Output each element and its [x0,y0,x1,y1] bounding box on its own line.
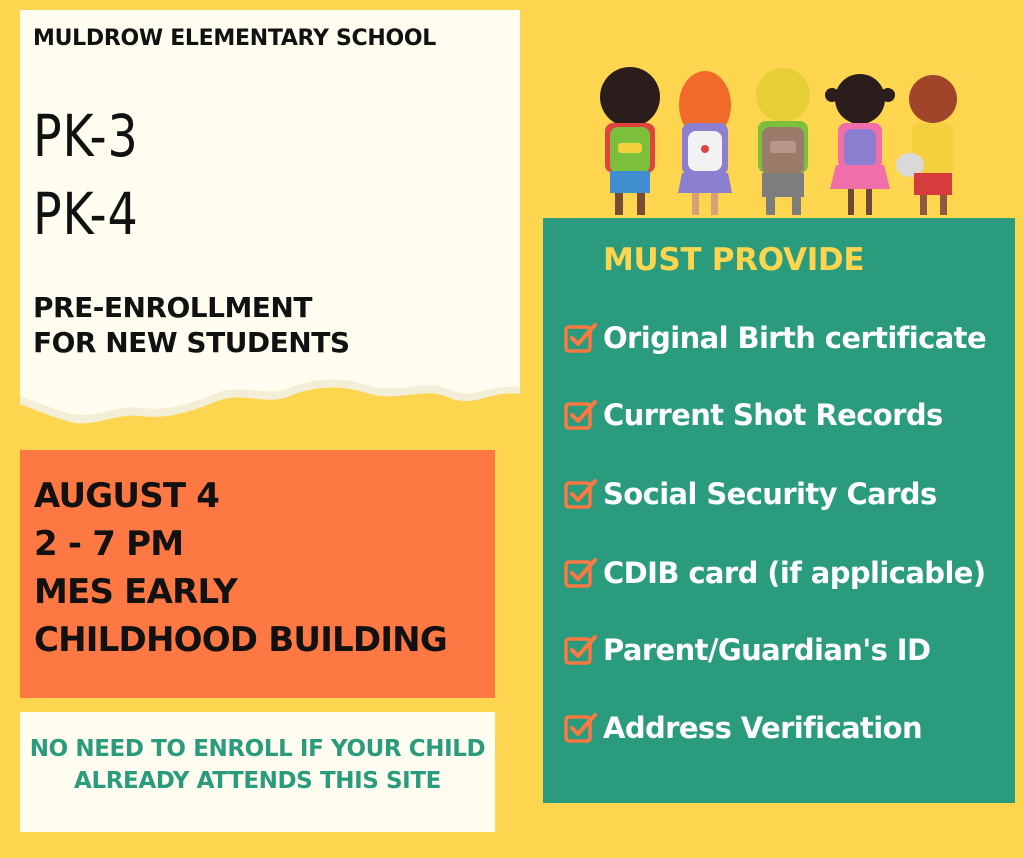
note-line-2: ALREADY ATTENDS THIS SITE [74,768,441,794]
requirement-item [563,553,986,593]
event-date: AUGUST 4 [34,476,220,516]
child-2-icon [678,71,732,215]
requirement-label: Current Shot Records [603,398,943,432]
requirement-item [563,708,922,748]
requirement-item [563,318,986,358]
requirements-box [543,218,1015,803]
requirement-item [563,630,930,670]
pre-enrollment-title [33,290,350,360]
event-location-line-1: MES EARLY [34,572,237,612]
checkbox-checked-icon [563,320,599,356]
requirement-label: Original Birth certificate [603,321,987,355]
child-1-icon [600,67,660,215]
event-time: 2 - 7 PM [34,524,184,564]
requirement-label: CDIB card (if applicable) [603,556,986,590]
title-line-1: PRE-ENROLLMENT [33,291,312,324]
five-children-backpacks-icon [590,65,970,220]
checkbox-checked-icon [563,397,599,433]
checkbox-checked-icon [563,632,599,668]
child-3-icon [756,68,810,215]
requirement-item [563,395,943,435]
note-line-1: NO NEED TO ENROLL IF YOUR CHILD [29,736,486,762]
checkbox-checked-icon [563,710,599,746]
event-location-line-2: CHILDHOOD BUILDING [34,620,447,660]
title-line-2: FOR NEW STUDENTS [33,326,350,359]
child-5-icon [896,75,957,215]
requirements-title: MUST PROVIDE [603,242,865,278]
school-name: MULDROW ELEMENTARY SCHOOL [33,26,436,51]
checkbox-checked-icon [563,555,599,591]
event-details-box [20,450,495,698]
enrollment-note-box [20,712,495,832]
requirement-item [563,474,937,514]
grade-pk4: PK-4 [33,180,139,248]
grade-pk3: PK-3 [33,102,139,170]
child-4-icon [825,74,895,215]
requirement-label: Address Verification [603,711,923,745]
requirement-label: Parent/Guardian's ID [603,633,931,667]
checkbox-checked-icon [563,476,599,512]
requirement-label: Social Security Cards [603,477,937,511]
